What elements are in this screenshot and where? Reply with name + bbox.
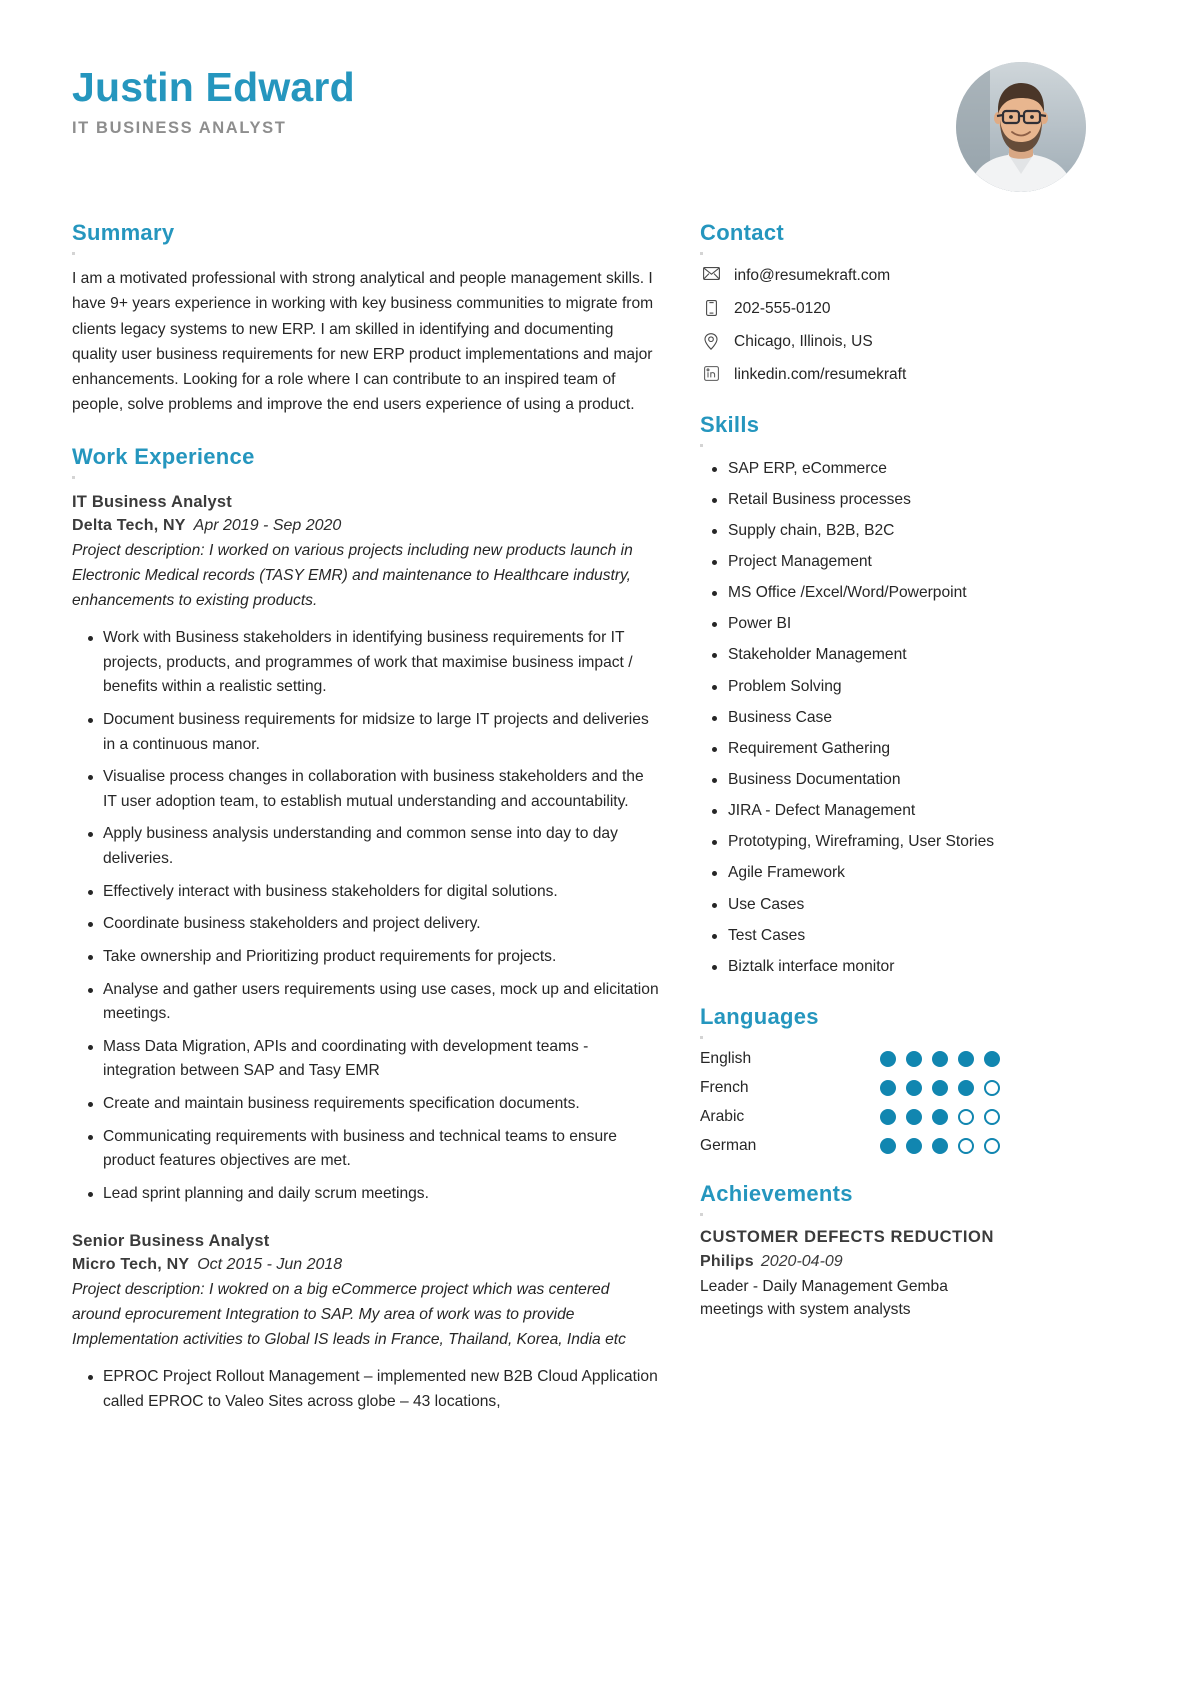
skill-item: JIRA - Defect Management: [700, 800, 1000, 822]
right-column: [682, 220, 1000, 1440]
level-dot: [906, 1109, 922, 1125]
achievement-org: Philips: [700, 1253, 754, 1271]
languages-list: [700, 1050, 1000, 1155]
avatar: [956, 62, 1086, 192]
level-dot: [958, 1138, 974, 1154]
job-bullet: Create and maintain business requirements specification documents.: [72, 1092, 660, 1117]
job-description: Project description: I worked on various projects including new products launch in Electronic Medical records (TASY EMR) and maintenance to Healthcare industry, enhancements to existing products.: [72, 542, 633, 610]
skill-item: Retail Business processes: [700, 489, 1000, 511]
job-description: Project description: I wokred on a big eCommerce project which was centered around eprocurement Integration to SAP. My area of work was to provide Implementation activities to Global IS leads in France, Thailand, Korea, India etc: [72, 1281, 626, 1349]
skills-section: [700, 412, 1000, 978]
header-identity: [72, 58, 355, 138]
level-dot: [984, 1109, 1000, 1125]
job-role: IT Business Analyst: [72, 492, 232, 511]
level-dot: [906, 1138, 922, 1154]
job-meta: [72, 1253, 660, 1277]
job-dates: Apr 2019 - Sep 2020: [193, 517, 342, 535]
contact-value: Chicago, Illinois, US: [734, 333, 873, 351]
skill-item: Requirement Gathering: [700, 738, 1000, 760]
contact-item-phone[interactable]: [700, 299, 1000, 319]
job-bullet: Take ownership and Prioritizing product requirements for projects.: [72, 945, 660, 970]
achievements-section: [700, 1181, 1000, 1322]
job-role: Senior Business Analyst: [72, 1231, 270, 1250]
contact-value: info@resumekraft.com: [734, 267, 891, 284]
job-bullet: Coordinate business stakeholders and project delivery.: [72, 912, 660, 937]
skill-item: Problem Solving: [700, 676, 1000, 698]
job-dates: Oct 2015 - Jun 2018: [197, 1256, 343, 1274]
skill-item: Project Management: [700, 551, 1000, 573]
skill-item: Use Cases: [700, 894, 1000, 916]
contact-heading: Contact: [700, 220, 1000, 246]
level-dot: [906, 1051, 922, 1067]
level-dot: [932, 1080, 948, 1096]
contact-value: linkedin.com/resumekraft: [734, 366, 907, 384]
location-pin-icon: [700, 332, 722, 350]
contact-item-location[interactable]: [700, 332, 1000, 352]
contact-section: [700, 220, 1000, 386]
job-bullet: Document business requirements for midsize to large IT projects and deliveries in a continuous manor.: [72, 708, 660, 757]
resume-body: [0, 220, 1200, 1440]
level-dot: [958, 1080, 974, 1096]
job-bullet: Apply business analysis understanding and common sense into day to day deliveries.: [72, 822, 660, 871]
level-dot: [958, 1051, 974, 1067]
level-dot: [932, 1051, 948, 1067]
skill-item: MS Office /Excel/Word/Powerpoint: [700, 582, 1000, 604]
summary-section: [72, 220, 660, 418]
language-name: English: [700, 1049, 752, 1067]
job-bullet: Effectively interact with business stakeholders for digital solutions.: [72, 880, 660, 905]
level-dot: [984, 1051, 1000, 1067]
work-experience-heading: Work Experience: [72, 444, 660, 470]
language-level-dots: [880, 1109, 1000, 1125]
contact-item-linkedin[interactable]: [700, 365, 1000, 385]
job-meta: [72, 514, 660, 538]
language-name: Arabic: [700, 1107, 745, 1125]
linkedin-icon: [700, 365, 722, 381]
level-dot: [880, 1138, 896, 1154]
skill-item: SAP ERP, eCommerce: [700, 458, 1000, 480]
level-dot: [880, 1051, 896, 1067]
skill-item: Business Documentation: [700, 769, 1000, 791]
level-dot: [906, 1080, 922, 1096]
languages-section: [700, 1004, 1000, 1155]
resume-header: [0, 0, 1200, 220]
job-bullet: Visualise process changes in collaboration with business stakeholders and the IT user adoption team, to establish mutual understanding and accountability.: [72, 765, 660, 814]
left-column: [72, 220, 682, 1440]
level-dot: [880, 1080, 896, 1096]
job-bullet: Communicating requirements with business and technical teams to ensure product features objectives are met.: [72, 1125, 660, 1174]
achievement-date: 2020-04-09: [760, 1253, 843, 1271]
language-name: French: [700, 1078, 749, 1096]
skills-heading: Skills: [700, 412, 1000, 438]
contact-item-email[interactable]: [700, 266, 1000, 286]
job-entry: [72, 1229, 660, 1415]
achievement-meta: [700, 1250, 1000, 1274]
job-bullet-list: [72, 1365, 660, 1414]
job-bullet: Analyse and gather users requirements using use cases, mock up and elicitation meetings.: [72, 978, 660, 1027]
profile-photo-icon: [956, 62, 1086, 192]
language-level-dots: [880, 1080, 1000, 1096]
language-row: [700, 1137, 1000, 1155]
skill-item: Agile Framework: [700, 862, 1000, 884]
phone-icon: [700, 299, 722, 316]
candidate-name: Justin Edward: [72, 64, 355, 110]
job-bullet: EPROC Project Rollout Management – implemented new B2B Cloud Application called EPROC to Valeo Sites across globe – 43 locations,: [72, 1365, 660, 1414]
language-row: [700, 1079, 1000, 1097]
skill-item: Supply chain, B2B, B2C: [700, 520, 1000, 542]
language-level-dots: [880, 1138, 1000, 1154]
achievement-title: CUSTOMER DEFECTS REDUCTION: [700, 1227, 994, 1246]
languages-heading: Languages: [700, 1004, 1000, 1030]
candidate-job-title: IT BUSINESS ANALYST: [72, 119, 287, 138]
skill-item: Stakeholder Management: [700, 644, 1000, 666]
job-bullet: Lead sprint planning and daily scrum meetings.: [72, 1182, 660, 1207]
level-dot: [984, 1138, 1000, 1154]
language-level-dots: [880, 1051, 1000, 1067]
job-company: Delta Tech, NY: [72, 517, 186, 535]
envelope-icon: [700, 266, 722, 280]
job-bullet-list: [72, 626, 660, 1207]
level-dot: [880, 1109, 896, 1125]
job-spacer: [72, 1215, 660, 1229]
language-name: German: [700, 1136, 757, 1154]
skill-item: Biztalk interface monitor: [700, 956, 1000, 978]
summary-heading: Summary: [72, 220, 660, 246]
job-bullet: Work with Business stakeholders in identifying business requirements for IT projects, products, and programmes of work that maximise business impact / benefits within a realistic setting.: [72, 626, 660, 700]
skill-item: Prototyping, Wireframing, User Stories: [700, 831, 1000, 853]
level-dot: [932, 1109, 948, 1125]
skills-list: [700, 458, 1000, 978]
job-entry: [72, 490, 660, 1207]
job-bullet: Mass Data Migration, APIs and coordinating with development teams - integration between SAP and Tasy EMR: [72, 1035, 660, 1084]
summary-text: I am a motivated professional with strong analytical and people management skills. I have 9+ years experience in working with key business communities to migrate from clients legacy systems to new ERP. I am skilled in identifying and documenting quality user business requirements for new ERP product implementations and major enhancements. Looking for a role where I can contribute to an inspired team of people, solve problems and improve the end users experience of using a product.: [72, 270, 654, 414]
achievement-entry: [700, 1227, 1000, 1322]
level-dot: [932, 1138, 948, 1154]
contact-value: 202-555-0120: [734, 300, 831, 318]
work-experience-section: [72, 444, 660, 1415]
level-dot: [984, 1080, 1000, 1096]
skill-item: Test Cases: [700, 925, 1000, 947]
level-dot: [958, 1109, 974, 1125]
language-row: [700, 1050, 1000, 1068]
achievement-description: Leader - Daily Management Gemba meetings with system analysts: [700, 1278, 948, 1319]
skill-item: Power BI: [700, 613, 1000, 635]
skill-item: Business Case: [700, 707, 1000, 729]
achievements-heading: Achievements: [700, 1181, 1000, 1207]
job-company: Micro Tech, NY: [72, 1256, 190, 1274]
language-row: [700, 1108, 1000, 1126]
